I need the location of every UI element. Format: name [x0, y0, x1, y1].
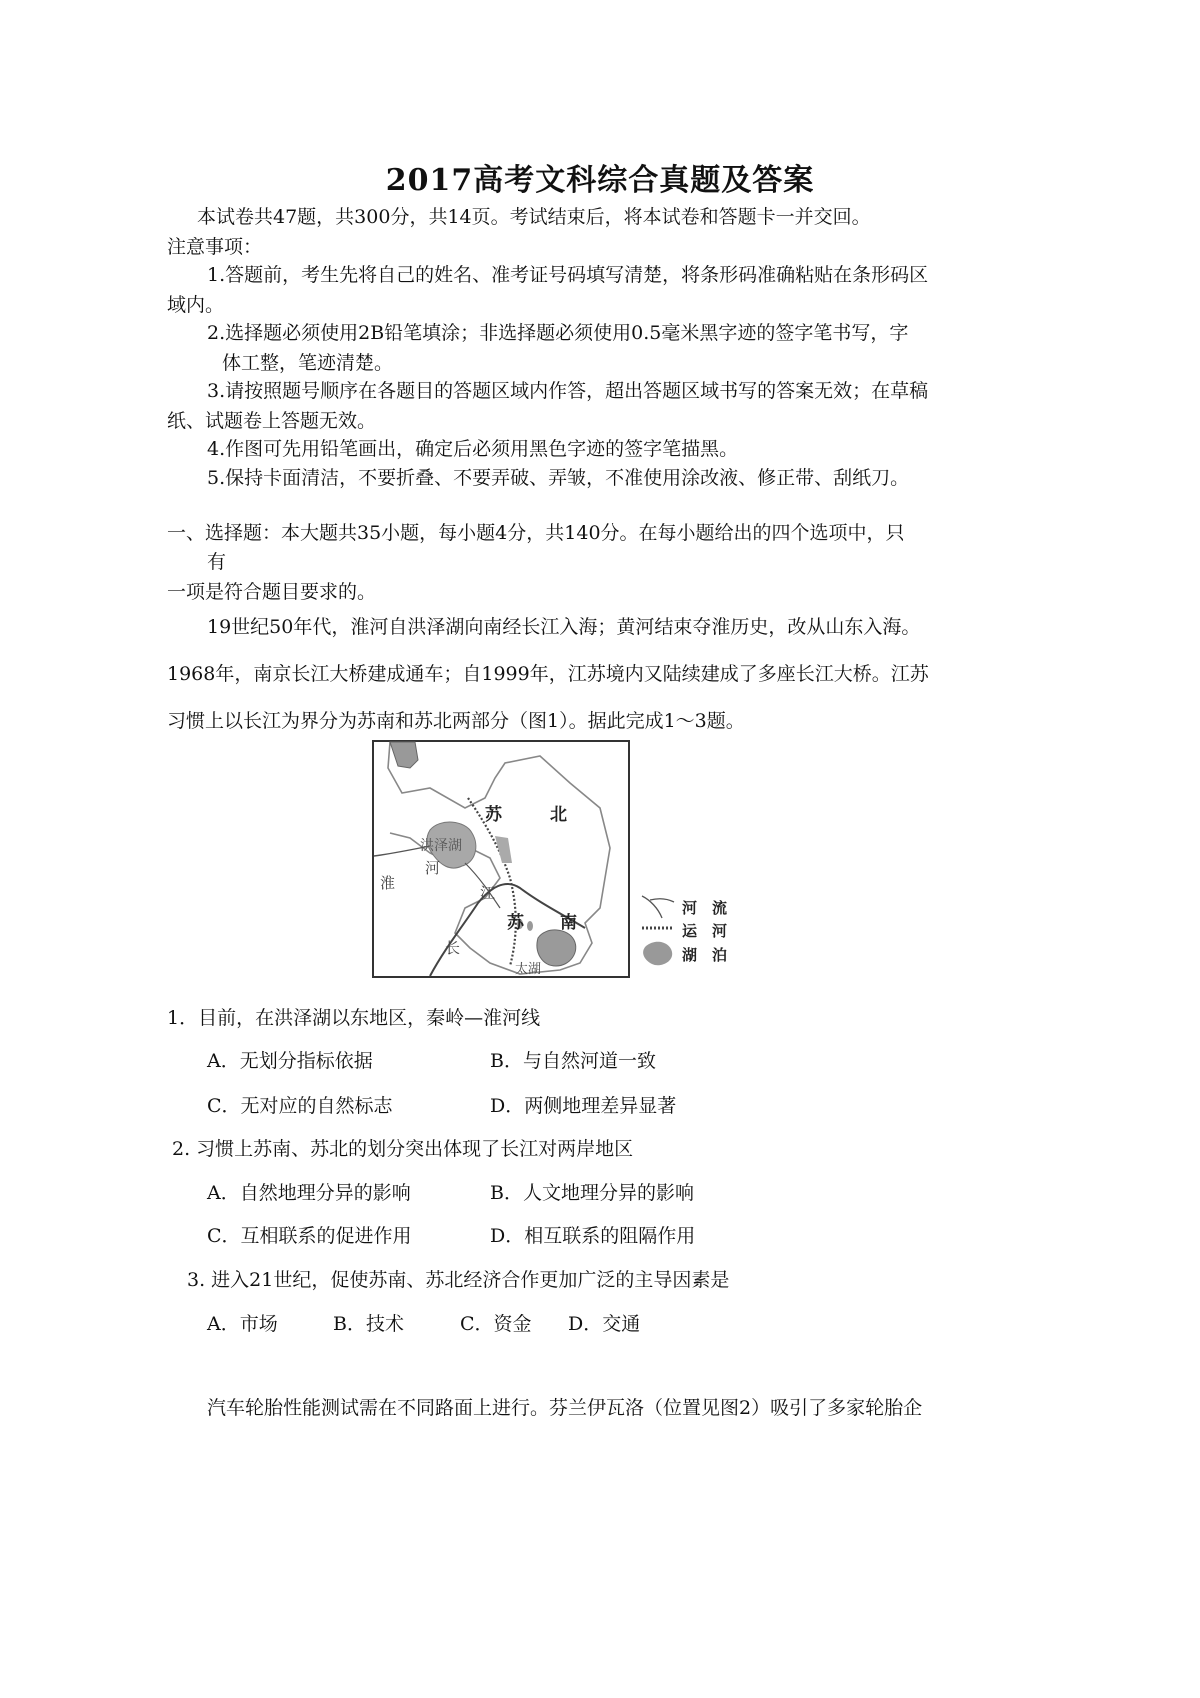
section1-line3: 一项是符合题目要求的。	[167, 581, 377, 603]
notice-4: 4.作图可先用铅笔画出，确定后必须用黑色字迹的签字笔描黑。	[207, 438, 739, 460]
legend-canal-label: 运 河	[682, 922, 728, 940]
river-icon	[642, 896, 674, 918]
legend-river-label: 河 流	[682, 899, 728, 917]
passage1-line2: 1968年，南京长江大桥建成通车；自1999年，江苏境内又陆续建成了多座长江大桥。江苏	[167, 663, 929, 685]
label-chang: 长	[445, 939, 461, 957]
question-2-stem: 2. 习惯上苏南、苏北的划分突出体现了长江对两岸地区	[172, 1138, 634, 1160]
small-lake	[527, 921, 533, 931]
q3-option-b: B．技术	[333, 1313, 404, 1335]
legend-lake-label: 湖 泊	[682, 946, 728, 964]
passage1-line1: 19世纪50年代，淮河自洪泽湖向南经长江入海；黄河结束夺淮历史，改从山东入海。	[207, 616, 921, 638]
label-he: 河	[425, 859, 441, 877]
q2-option-c: C．互相联系的促进作用	[207, 1225, 412, 1247]
label-subei-1: 苏	[485, 805, 502, 825]
q2-option-d: D．相互联系的阻隔作用	[490, 1225, 696, 1247]
notice-3-line2: 纸、试题卷上答题无效。	[167, 410, 377, 432]
passage2-line1: 汽车轮胎性能测试需在不同路面上进行。芬兰伊瓦洛（位置见图2）吸引了多家轮胎企	[207, 1397, 923, 1419]
label-jiang: 江	[480, 884, 496, 902]
q3-option-a: A．市场	[207, 1313, 278, 1335]
question-3-stem: 3. 进入21世纪，促使苏南、苏北经济合作更加广泛的主导因素是	[187, 1269, 730, 1291]
label-huai: 淮	[380, 874, 396, 892]
q3-option-c: C．资金	[460, 1313, 532, 1335]
q2-option-a: A．自然地理分异的影响	[207, 1182, 411, 1204]
lake-icon	[643, 942, 672, 966]
intro-text: 本试卷共47题，共300分，共14页。考试结束后，将本试卷和答题卡一并交回。	[197, 206, 871, 228]
label-sunan-1: 苏	[507, 913, 524, 933]
notice-3-line1: 3.请按照题号顺序在各题目的答题区域内作答，超出答题区域书写的答案无效；在草稿	[207, 380, 929, 402]
passage1-line3: 习惯上以长江为界分为苏南和苏北两部分（图1）。据此完成1～3题。	[167, 710, 745, 732]
jiangsu-map-figure	[370, 738, 750, 980]
q3-option-d: D．交通	[568, 1313, 641, 1335]
section1-line2: 有	[207, 551, 227, 573]
page-title: 2017高考文科综合真题及答案	[385, 163, 815, 198]
label-taihu: 太湖	[515, 962, 542, 977]
notice-1-line2: 域内。	[167, 294, 225, 316]
label-hongze-lake: 洪泽湖	[420, 838, 462, 854]
q2-option-b: B．人文地理分异的影响	[490, 1182, 694, 1204]
notice-heading: 注意事项：	[167, 236, 263, 258]
notice-2-line1: 2.选择题必须使用2B铅笔填涂；非选择题必须使用0.5毫米黑字迹的签字笔书写，字	[207, 322, 909, 344]
notice-2-line2: 体工整，笔迹清楚。	[222, 352, 394, 374]
q1-option-d: D．两侧地理差异显著	[490, 1095, 677, 1117]
question-1-stem: 1．目前，在洪泽湖以东地区，秦岭—淮河线	[167, 1007, 541, 1029]
q1-option-c: C．无对应的自然标志	[207, 1095, 393, 1117]
section1-line1: 一、选择题：本大题共35小题，每小题4分，共140分。在每小题给出的四个选项中，只	[167, 522, 905, 544]
label-subei-2: 北	[550, 805, 567, 825]
label-sunan-2: 南	[560, 913, 577, 933]
q1-option-a: A．无划分指标依据	[207, 1050, 373, 1072]
notice-1-line1: 1.答题前，考生先将自己的姓名、准考证号码填写清楚，将条形码准确粘贴在条形码区	[207, 264, 929, 286]
q1-option-b: B．与自然河道一致	[490, 1050, 656, 1072]
taihu-lake	[537, 930, 576, 966]
notice-5: 5.保持卡面清洁，不要折叠、不要弄破、弄皱，不准使用涂改液、修正带、刮纸刀。	[207, 467, 910, 489]
